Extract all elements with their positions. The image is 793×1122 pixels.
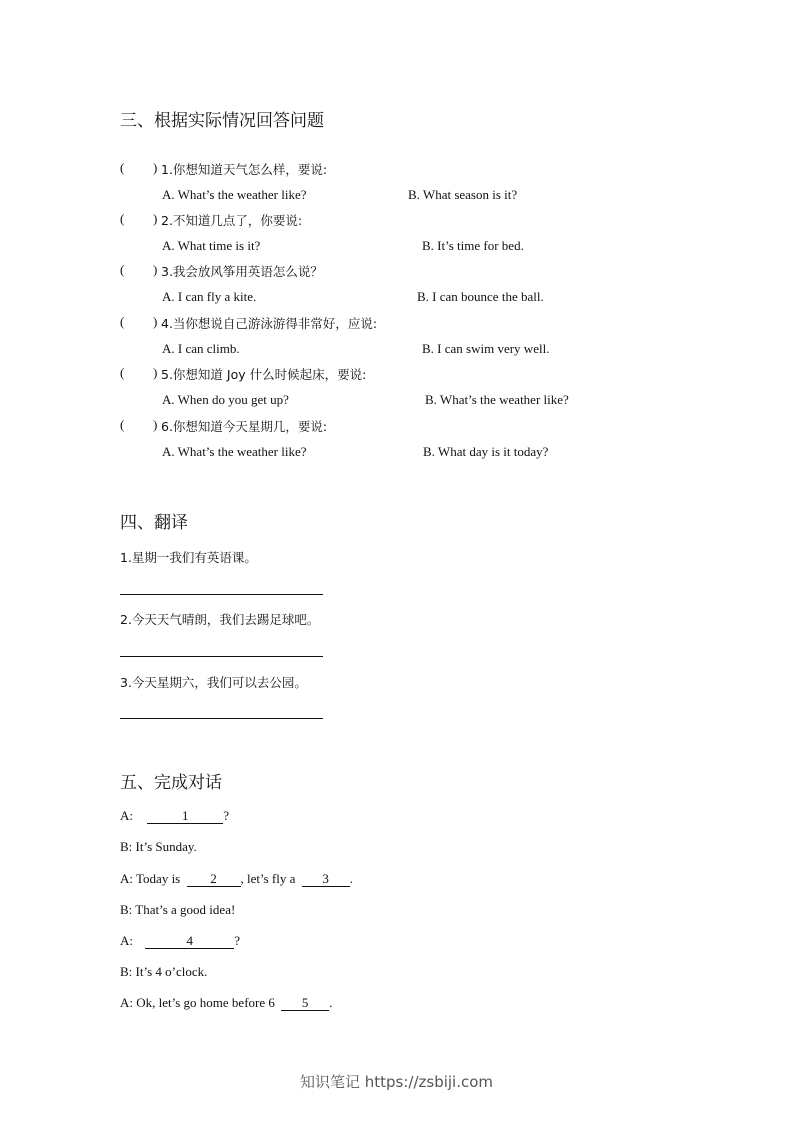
answer-paren-open: ( bbox=[120, 365, 125, 380]
question-prompt: 6.你想知道今天星期几，要说: bbox=[161, 419, 328, 434]
answer-paren-open: ( bbox=[120, 417, 125, 432]
dialogue-suffix: ? bbox=[223, 808, 230, 823]
translation-item: 2.今天天气晴朗，我们去踢足球吧。 bbox=[120, 612, 320, 627]
option-a: A. I can climb. bbox=[162, 341, 240, 356]
answer-line[interactable] bbox=[120, 594, 323, 595]
answer-paren-close: ) bbox=[153, 211, 158, 226]
dialogue-text: A: Ok, let’s go home before 6 bbox=[120, 995, 275, 1010]
option-b: B. What day is it today? bbox=[423, 444, 549, 459]
option-a: A. What time is it? bbox=[162, 238, 261, 253]
option-b: B. I can swim very well. bbox=[422, 341, 550, 356]
option-b: B. It’s time for bed. bbox=[422, 238, 524, 253]
answer-paren-close: ) bbox=[153, 417, 158, 432]
dialogue-line-2: B: It’s Sunday. bbox=[120, 839, 197, 854]
answer-paren-close: ) bbox=[153, 314, 158, 329]
dialogue-blank-4[interactable]: 4 bbox=[145, 934, 234, 949]
answer-paren-open: ( bbox=[120, 211, 125, 226]
footer-watermark: 知识笔记 https://zsbiji.com bbox=[299, 1073, 494, 1091]
option-b: B. What’s the weather like? bbox=[425, 392, 569, 407]
dialogue-suffix: ? bbox=[234, 933, 241, 948]
answer-line[interactable] bbox=[120, 656, 323, 657]
option-a: A. What’s the weather like? bbox=[162, 444, 307, 459]
option-a: A. I can fly a kite. bbox=[162, 289, 257, 304]
question-prompt: 2.不知道几点了，你要说: bbox=[161, 213, 303, 228]
dialogue-line-6: B: It’s 4 o’clock. bbox=[120, 964, 208, 979]
translation-item: 3.今天星期六，我们可以去公园。 bbox=[120, 675, 307, 690]
question-prompt: 5.你想知道 Joy 什么时候起床，要说: bbox=[161, 367, 367, 382]
dialogue-speaker: A: bbox=[120, 933, 133, 948]
dialogue-blank-3[interactable]: 3 bbox=[302, 872, 350, 887]
question-prompt: 3.我会放风筝用英语怎么说？ bbox=[161, 264, 323, 279]
dialogue-blank-5[interactable]: 5 bbox=[281, 996, 329, 1011]
dialogue-speaker: A: bbox=[120, 808, 133, 823]
dialogue-line-3 bbox=[120, 871, 353, 887]
question-prompt: 4.当你想说自己游泳游得非常好，应说: bbox=[161, 316, 378, 331]
dialogue-suffix: . bbox=[349, 871, 353, 886]
dialogue-suffix: . bbox=[329, 995, 333, 1010]
dialogue-text: A: Today is bbox=[120, 871, 181, 886]
translation-item: 1.星期一我们有英语课。 bbox=[120, 550, 257, 565]
dialogue-blank-2[interactable]: 2 bbox=[187, 872, 241, 887]
answer-paren-close: ) bbox=[153, 262, 158, 277]
dialogue-line-5 bbox=[120, 933, 240, 949]
answer-line[interactable] bbox=[120, 718, 323, 719]
section5-title: 五、完成对话 bbox=[120, 773, 222, 793]
answer-paren-close: ) bbox=[153, 365, 158, 380]
answer-paren-open: ( bbox=[120, 262, 125, 277]
dialogue-line-7 bbox=[120, 995, 332, 1011]
option-b: B. I can bounce the ball. bbox=[417, 289, 544, 304]
dialogue-line-4: B: That’s a good idea! bbox=[120, 902, 236, 917]
option-a: A. When do you get up? bbox=[162, 392, 289, 407]
answer-paren-open: ( bbox=[120, 160, 125, 175]
question-prompt: 1.你想知道天气怎么样，要说: bbox=[161, 162, 328, 177]
option-a: A. What’s the weather like? bbox=[162, 187, 307, 202]
answer-paren-close: ) bbox=[153, 160, 158, 175]
dialogue-line-1 bbox=[120, 808, 229, 824]
section4-title: 四、翻译 bbox=[120, 513, 188, 533]
dialogue-text: , let’s fly a bbox=[240, 871, 296, 886]
dialogue-blank-1[interactable]: 1 bbox=[147, 809, 223, 824]
option-b: B. What season is it? bbox=[408, 187, 518, 202]
answer-paren-open: ( bbox=[120, 314, 125, 329]
section3-title: 三、根据实际情况回答问题 bbox=[120, 111, 324, 131]
